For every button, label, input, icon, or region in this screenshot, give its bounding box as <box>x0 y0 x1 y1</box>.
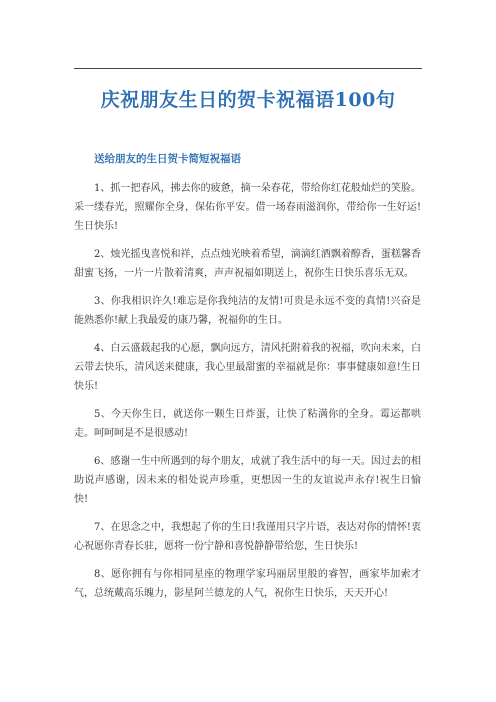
paragraph-4: 4、白云盛载起我的心愿，飘向远方，清风托附着我的祝福，吹向未来，白云带去快乐，清风送来健康，我心里最甜蜜的幸福就是你：事事健康如意!生日快乐! <box>74 343 421 392</box>
section-heading: 送给朋友的生日贺卡简短祝福语 <box>94 153 241 165</box>
top-divider <box>74 68 422 69</box>
paragraph-8: 8、愿你拥有与你相同星座的物理学家玛丽居里般的睿智，画家毕加索才气，总统戴高乐魄力，影星阿兰德龙的人气，祝你生日快乐，天天开心! <box>74 569 421 599</box>
paragraph-5: 5、今天你生日，就送你一颗生日炸蛋，让快了粘满你的全身。霉运都哄走。呵呵呵是不是很感动! <box>74 409 421 439</box>
document-body <box>74 179 421 612</box>
paragraph-2: 2、烛光摇曳喜悦和祥，点点烛光映着希望，滴滴红酒飘着醇香，蛋糕馨香甜蜜飞扬，一片一片散着清爽，声声祝福如期送上，祝你生日快乐喜乐无双。 <box>74 249 421 279</box>
document-title: 庆祝朋友生日的贺卡祝福语100句 <box>100 89 396 111</box>
paragraph-3: 3、你我相识许久!难忘是你我纯洁的友情!可贵是永远不变的真情!兴奋是能熟悉你!献上我最爱的康乃馨，祝福你的生日。 <box>74 296 421 326</box>
paragraph-7: 7、在思念之中，我想起了你的生日!我谨用只字片语，表达对你的情怀!衷心祝愿你青春长驻，愿将一份宁静和喜悦静静带给您，生日快乐! <box>74 522 421 552</box>
paragraph-6: 6、感谢一生中所遇到的每个朋友，成就了我生活中的每一天。因过去的相助说声感谢，因未来的相处说声珍重，更想因一生的友谊说声永存!祝生日愉快! <box>74 456 421 505</box>
paragraph-1: 1、抓一把春风，拂去你的疲惫，摘一朵春花，带给你红花般灿烂的笑脸。采一缕春光，照耀你全身，保佑你平安。借一场春雨滋润你，带给你一生好运!生日快乐! <box>74 183 421 232</box>
